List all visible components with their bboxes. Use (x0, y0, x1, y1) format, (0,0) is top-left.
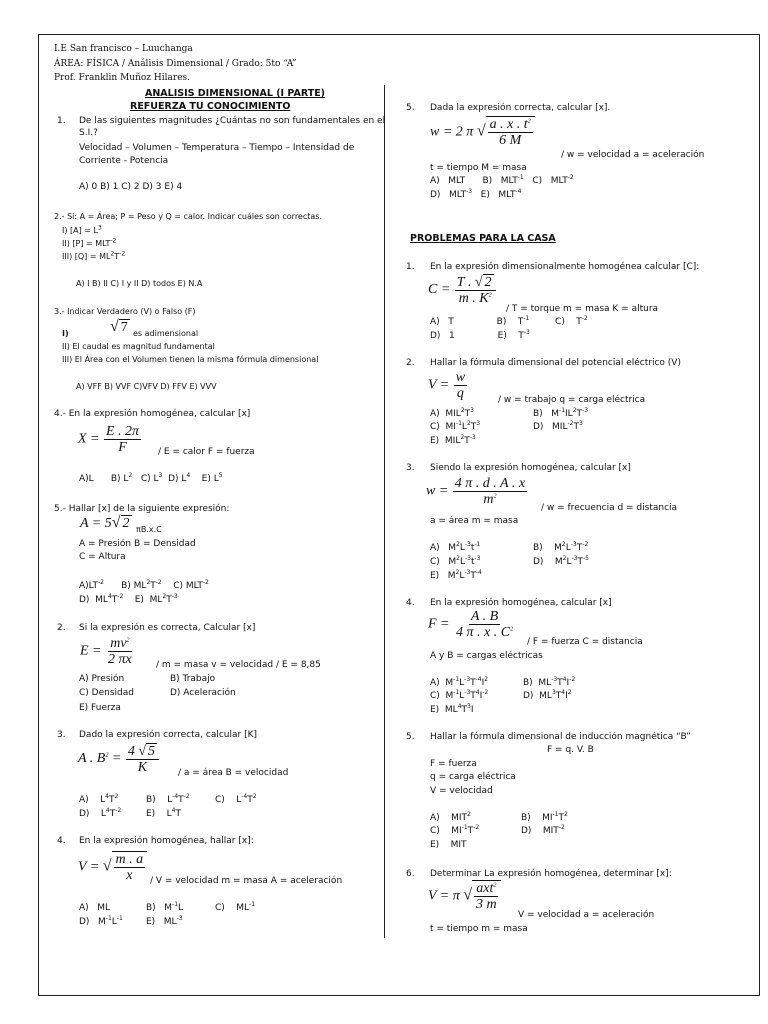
rq5-vars-2: t = tiempo M = masa (430, 163, 527, 173)
q5-options-1: $A)LT^{-2}$ B) $ML^2T^{-2}$ C) $MLT^{-2}$ (79, 579, 209, 591)
h1-vars: / T = torque m = masa K = altura (506, 304, 659, 314)
q1-text-3: Velocidad – Volumen – Temperatura – Tiempo – Intensidad de (79, 143, 355, 153)
h3-vars: / w = frecuencia d = distancia (541, 503, 678, 513)
q5-vars-1: A = Presión B = Densidad (79, 539, 196, 549)
h4-option-d: D) $ML^3T^4I^2$ (523, 689, 572, 701)
h2-vars: / w = trabajo q = carga eléctrica (498, 395, 646, 405)
q3-options: A) VFF B) VVF C)VFV D) FFV E) VVV (76, 382, 217, 391)
q3-item-i-label: I) (62, 329, 69, 338)
q2b-text: Si la expresión es correcta, Calcular [x] (79, 623, 256, 633)
q5-text: 5.- Hallar [x] de la siguiente expresión: (54, 504, 230, 514)
q3b-number: 3. (57, 730, 66, 740)
q2-item-iii: III) $[Q] = ML^2T^{-2}$ (62, 250, 126, 261)
h3-number: 3. (406, 463, 415, 473)
q5-equation-tail: πB.x.C (136, 525, 162, 534)
q2-item-i: I) $[A] = L^3$ (62, 224, 102, 235)
h5-option-a: A) MIT$^2$ (430, 811, 471, 823)
q3-item-ii: II) El caudal es magnitud fundamental (62, 342, 215, 351)
q3b-equation: A . $B^2$ = $\frac{4 √ 5}{K}$ (78, 743, 160, 775)
q2b-option-e: E) Fuerza (79, 703, 121, 713)
h3-text: Siendo la expresión homogénea, calcular [x] (430, 463, 631, 473)
q4b-option-a: A) ML (79, 903, 111, 913)
q3-item-iii: III) El Área con el Volumen tienen la misma fórmula dimensional (62, 355, 319, 364)
q4b-option-d: D) $M^{-1}L^{-1}$ (79, 915, 123, 927)
q5-equation: A = 5√ 2 (80, 514, 130, 531)
h2-option-e: E) $MIL^2T^{-3}$ (430, 434, 476, 446)
q5-vars-2: C = Altura (79, 552, 126, 562)
q2b-number: 2. (57, 623, 66, 633)
h1-equation: C = $\frac{T . √ 2}{m . K^2}$ (428, 274, 497, 306)
h1-options-1: A) T B) $T^{-1}$ C) $T^{-2}$ (430, 315, 588, 327)
q4b-text: En la expresión homogénea, hallar [x]: (79, 836, 254, 846)
q4b-number: 4. (57, 836, 66, 846)
q3b-vars: / a = área B = velocidad (178, 768, 289, 778)
h5-option-c: C) $MI^{-1}T^{-2}$ (430, 824, 480, 836)
h2-option-d: D) $MIL^{-2}T^3$ (533, 420, 583, 432)
q2b-option-b: B) Trabajo (170, 674, 216, 684)
prof-line: Prof. Franklin Muñoz Hilares. (54, 73, 190, 83)
h1-options-2: D) 1 E) $T^{-3}$ (430, 329, 530, 341)
h3-vars-2: a = área m = masa (430, 516, 519, 526)
h6-equation: V = π √ $\frac{axt^2}{3 m}$ (428, 880, 501, 912)
h3-equation: w = $\frac{4 \pi . d . A . x}{m^2}$ (426, 476, 526, 507)
h1-text: En la expresión dimensionalmente homogénea calcular [C]: (430, 262, 700, 272)
rq5-text: Dada la expresión correcta, calcular [x]. (430, 103, 611, 113)
h4-option-b: B) $ML^{-3}T^4I^{-2}$ (523, 676, 576, 688)
q4-options: A)L B) $L^2$ C) $L^3$ D) $L^4$ E) $L^5$ (79, 472, 223, 484)
q2b-equation: E = $\frac{mv^2}{2 \pi x}$ (80, 636, 132, 667)
h2-option-b: B) $M^{-1}IL^2T^{-3}$ (533, 407, 589, 419)
q3-item-i-text: es adimensional (133, 329, 199, 338)
h4-text: En la expresión homogénea, calcular [x] (430, 598, 612, 608)
homework-title: PROBLEMAS PARA LA CASA (410, 233, 556, 244)
h4-number: 4. (406, 598, 415, 608)
rq5-options-2: D) $MLT^{-3}$ E) $MLT^{-4}$ (430, 188, 522, 200)
school-line: I.E San francisco – Luuchanga (54, 44, 193, 54)
q4b-option-b: B) $M^{-1}L$ (146, 901, 184, 913)
h4-option-e: E) $ML^4T^3I$ (430, 703, 474, 715)
q2-item-ii: II) $[P] = MLT^{-2}$ (62, 237, 117, 248)
q3b-option-b: B) $L^{-4}T^{-2}$ (146, 793, 190, 805)
h6-vars-2: t = tiempo m = masa (430, 924, 528, 934)
q1-text-4: Corriente - Potencia (79, 156, 169, 166)
q3b-text: Dado la expresión correcta, calcular [K] (79, 730, 257, 740)
h5-number: 5. (406, 732, 415, 742)
h2-text: Hallar la fórmula dimensional del potencial eléctrico (V) (430, 358, 681, 368)
q1-options: A) 0 B) 1 C) 2 D) 3 E) 4 (79, 182, 183, 192)
q2b-option-a: A) Presión (79, 674, 125, 684)
h2-option-a: A) $MIL^2T^3$ (430, 407, 474, 419)
h6-number: 6. (406, 869, 415, 879)
h4-option-a: A) $M^{-1}L^{-3}T^{-4}I^2$ (430, 676, 489, 688)
q4-equation: X = $\frac{E . 2\pi}{F}$ (78, 424, 140, 455)
q2-options: A) I B) II C) I y II D) todos E) N.A (76, 279, 203, 288)
h3-option-b: B) $M^2L^{-3}T^{-2}$ (533, 541, 589, 553)
q1-number: 1. (57, 116, 66, 126)
q2b-option-c: C) Densidad (79, 688, 134, 698)
rq5-equation: w = 2 π √ $\frac{a . x . t^2}{6 M}$ (430, 116, 535, 148)
h6-text: Determinar La expresión homogénea, determinar [x]: (430, 869, 672, 879)
h1-number: 1. (406, 262, 415, 272)
q3-text: 3.- Indicar Verdadero (V) o Falso (F) (54, 307, 196, 316)
q1-text-1: De las siguientes magnitudes ¿Cuántas no son fundamentales en el (79, 116, 386, 126)
sub-title: REFUERZA TU CONOCIMIENTO (130, 101, 291, 112)
q4b-option-c: C) $ML^{-1}$ (215, 901, 256, 913)
h4-vars-2: A y B = cargas eléctricas (430, 651, 543, 661)
q3b-option-a: A) $L^4T^2$ (79, 793, 119, 805)
h3-option-e: E) $M^2L^{-3}T^{-4}$ (430, 569, 482, 581)
q4b-option-e: E) $ML^{-3}$ (146, 915, 183, 927)
h5-option-b: B) $MI^{-1}T^2$ (521, 811, 568, 823)
h3-option-d: D) $M^2L^{-3}T^{-5}$ (533, 555, 589, 567)
h5-formula: F = q. V. B (547, 745, 594, 755)
rq5-number: 5. (406, 103, 415, 113)
h5-text: Hallar la fórmula dimensional de inducción magnética “B” (430, 732, 691, 742)
h6-vars: V = velocidad a = aceleración (518, 910, 655, 920)
h4-option-c: C) $M^{-1}L^{-3}T^4I^{-2}$ (430, 689, 489, 701)
q3b-option-c: C) $L^{-4}T^2$ (215, 793, 257, 805)
q4-vars: / E = calor F = fuerza (158, 447, 255, 457)
h3-option-c: C) $M^2L^{-3}t^{-3}$ (430, 555, 481, 567)
h2-number: 2. (406, 358, 415, 368)
h4-equation: F = $\frac{A . B}{4 \pi . x . C^2}$ (428, 609, 514, 640)
q2-text: 2.- Si: A = Área; P = Peso y Q = calor. Indicar cuáles son correctas. (54, 212, 323, 221)
q2b-vars: / m = masa v = velocidad / E = 8,85 (156, 660, 321, 670)
h2-option-c: C) $MI^{-1}L^2T^3$ (430, 420, 481, 432)
main-title: ANALISIS DIMENSIONAL (I PARTE) (145, 88, 326, 99)
q4b-vars: / V = velocidad m = masa A = aceleración (150, 876, 343, 886)
h5-var-1: F = fuerza (430, 759, 477, 769)
q3b-option-e: E) $L^4T$ (146, 807, 181, 819)
rq5-vars: / w = velocidad a = aceleración (561, 150, 705, 160)
q3-sqrt7: √ 7 (110, 318, 128, 335)
h4-vars: / F = fuerza C = distancia (527, 637, 643, 647)
h2-equation: V = $\frac{w}{q}$ (428, 370, 466, 401)
q4b-equation: V = √ $\frac{m . a}{x}$ (78, 851, 147, 883)
h5-option-d: D) $MIT^{-2}$ (521, 824, 565, 836)
q5-options-2: D) $ML^4T^{-2}$ E) $ML^2T^{-3}$ (79, 593, 178, 605)
column-divider (384, 85, 385, 938)
h5-var-2: q = carga eléctrica (430, 772, 516, 782)
q1-text-2: S.I.? (79, 128, 98, 138)
h5-var-3: V = velocidad (430, 786, 493, 796)
q2b-option-d: D) Aceleración (170, 688, 236, 698)
area-line: ÁREA: FÍSICA / Análisis Dimensional / Grado: 5to “A” (54, 59, 297, 69)
rq5-options-1: A) MLT B) $MLT^{-1}$ C) $MLT^{-2}$ (430, 174, 574, 186)
q4-text: 4.- En la expresión homogénea, calcular [x] (54, 409, 251, 419)
h3-option-a: A) $M^2L^{-3}t^{-1}$ (430, 541, 481, 553)
h5-option-e: E) MIT (430, 840, 467, 850)
q3b-option-d: D) $L^4T^{-2}$ (79, 807, 122, 819)
